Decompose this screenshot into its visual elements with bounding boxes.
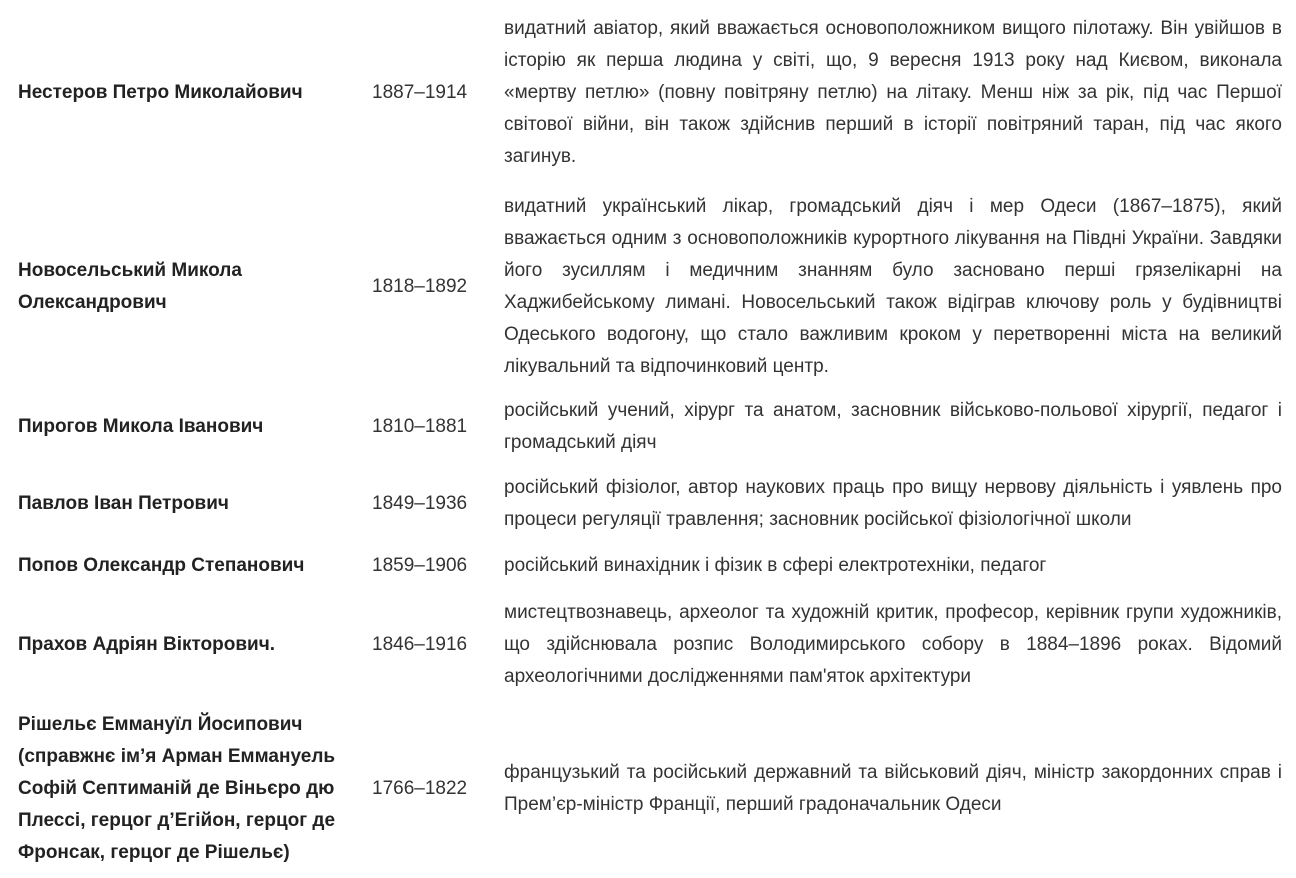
person-name: Пирогов Микола Іванович — [18, 416, 264, 437]
person-description: видатний авіатор, який вважається основоположником вищого пілотажу. Він увійшов в історію як перша людина у світі, що, 9 вересня 1913 року над Києвом, виконала «мертву петлю» (повну повітряну петлю) на літаку. Менш ніж за рік, під час Першої світової війни, він також здійснив перший в історії повітряний таран, під час якого загинув. — [504, 18, 1282, 167]
person-description: російський учений, хірург та анатом, засновник військово-польової хірургії, педагог і громадський діяч — [504, 400, 1282, 453]
person-description: французький та російський державний та військовий діяч, міністр закордонних справ і Прем’єр-міністр Франції, перший градоначальник Одеси — [504, 762, 1282, 815]
table-row — [0, 0, 1296, 186]
life-years: 1766–1822 — [372, 778, 468, 799]
life-years: 1810–1881 — [372, 416, 468, 437]
person-name: Попов Олександр Степанович — [18, 555, 305, 576]
person-name: Прахов Адріян Вікторович. — [18, 634, 276, 655]
person-description: російський фізіолог, автор наукових праць про вищу нервову діяльність і уявлень про процеси регуляції травлення; засновник російської фізіологічної школи — [504, 477, 1282, 530]
life-years: 1887–1914 — [372, 82, 468, 103]
person-name: Новосельський Микола Олександрович — [18, 260, 242, 313]
person-description: російський винахідник і фізик в сфері електротехніки, педагог — [504, 555, 1047, 576]
life-years: 1846–1916 — [372, 634, 468, 655]
person-name: Павлов Іван Петрович — [18, 493, 229, 514]
person-description: видатний український лікар, громадський діяч і мер Одеси (1867–1875), який вважається одним з основоположників курортного лікування на Півдні України. Завдяки його зусиллям і медичним знанням було засновано перші грязелікарні на Хаджибейському лимані. Новосельський також відіграв ключову роль у будівництві Одеського водогону, що стало важливим кроком у перетворенні міста на великий лікувальний та відпочинковий центр. — [504, 196, 1282, 377]
table-row — [0, 542, 1296, 590]
table-row — [0, 700, 1296, 878]
life-years: 1859–1906 — [372, 555, 468, 576]
life-years: 1818–1892 — [372, 276, 468, 297]
table-row — [0, 590, 1296, 700]
table-row — [0, 186, 1296, 388]
person-name: Нестеров Петро Миколайович — [18, 82, 303, 103]
table-row — [0, 466, 1296, 542]
person-description: мистецтвознавець, археолог та художній критик, професор, керівник групи художників, що здійснювала розпис Володимирського собору в 1884–1896 роках. Відомий археологічними дослідженнями пам'яток архітектури — [504, 602, 1282, 687]
table-row — [0, 388, 1296, 466]
person-name: Рішельє Еммануїл Йосипович (справжнє ім’я Арман Еммануель Софій Септиманій де Віньєро дю Плессі, герцог д’Егійон, герцог де Фронсак, герцог де Рішельє) — [18, 714, 336, 863]
life-years: 1849–1936 — [372, 493, 468, 514]
